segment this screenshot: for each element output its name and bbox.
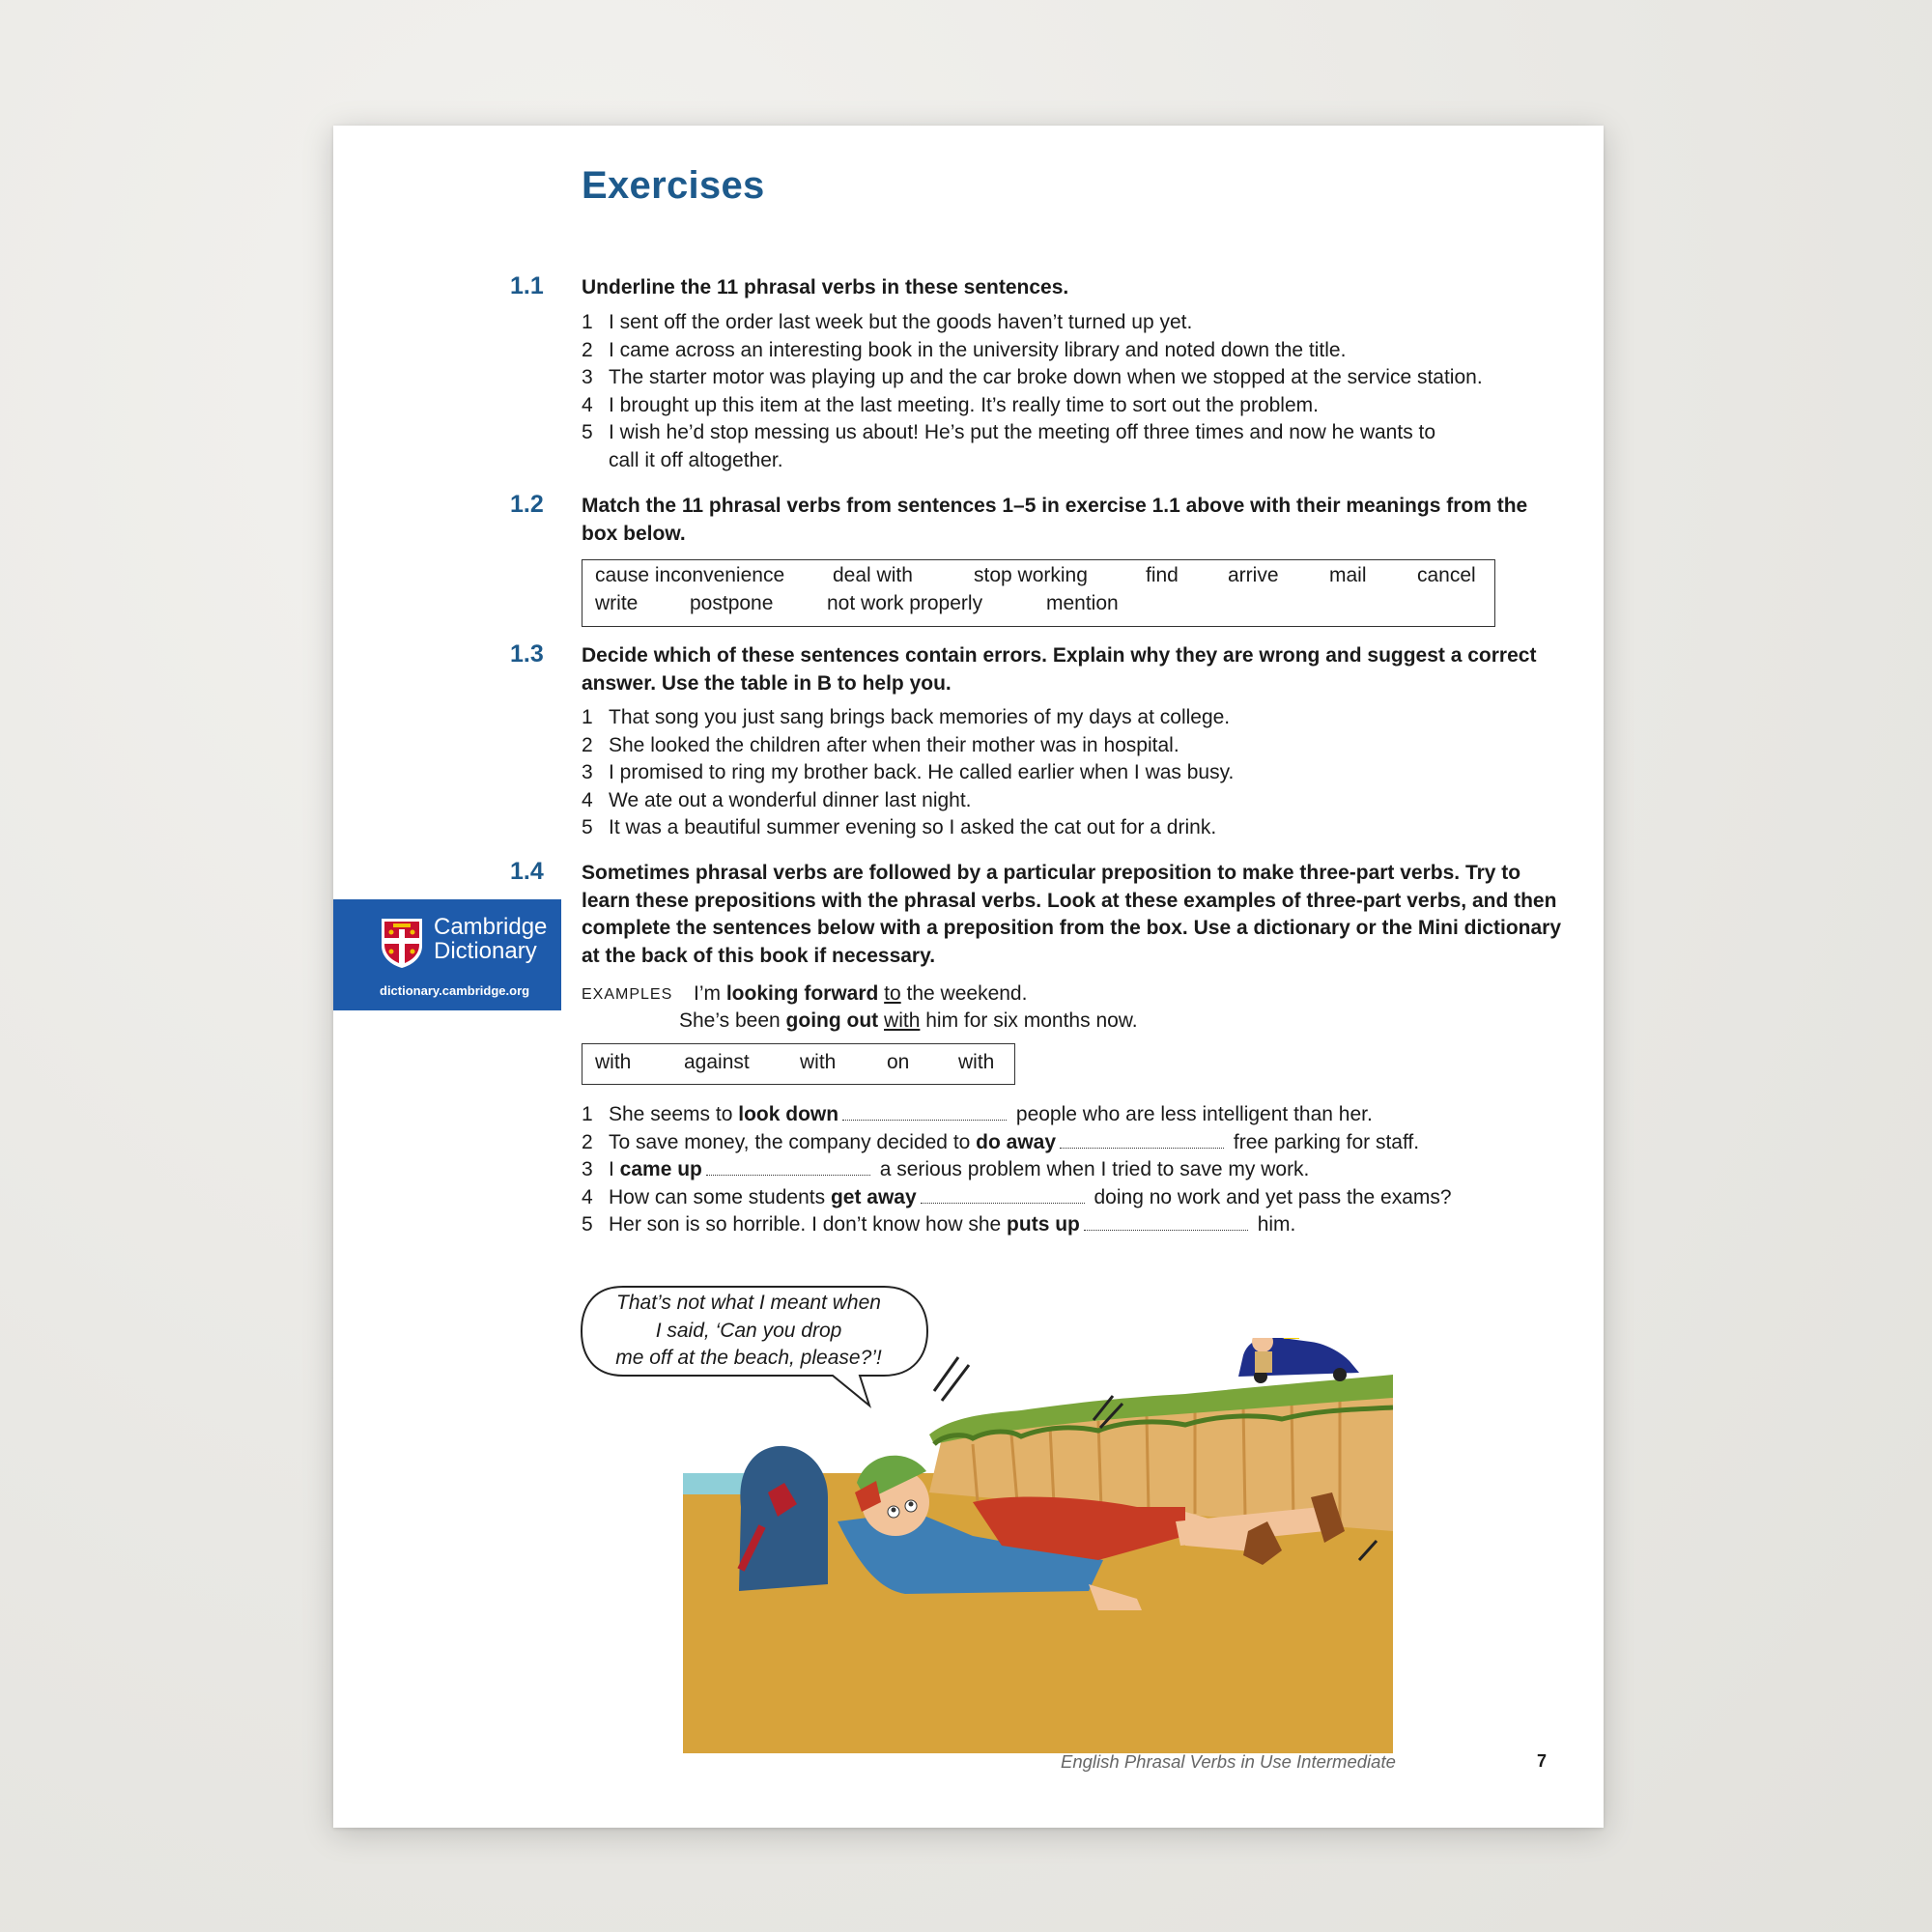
- example-sentence: She’s been going out with him for six months now.: [679, 1009, 1138, 1032]
- box-word: deal with: [833, 564, 913, 586]
- sentence-list: [582, 309, 1557, 474]
- box-word: against: [684, 1051, 750, 1073]
- box-word: on: [887, 1051, 910, 1073]
- cambridge-dictionary-banner[interactable]: [333, 899, 561, 1010]
- list-item: 5 It was a beautiful summer evening so I asked the cat out for a drink.: [582, 816, 1217, 838]
- backpack: [739, 1446, 828, 1591]
- answer-blank[interactable]: [706, 1161, 870, 1176]
- examples-label: EXAMPLES: [582, 986, 673, 1003]
- list-item: 4 I brought up this item at the last meeting. It’s really time to sort out the problem.: [582, 393, 1319, 416]
- preposition-box: [582, 1043, 1015, 1085]
- list-item: 4 We ate out a wonderful dinner last night.: [582, 788, 972, 811]
- box-word: postpone: [690, 592, 774, 614]
- banner-brand: Cambridge Dictionary: [434, 914, 548, 964]
- box-word: not work properly: [827, 592, 983, 614]
- gap-fill-list: [582, 1101, 1557, 1239]
- box-word: with: [958, 1051, 995, 1073]
- list-item: 5 Her son is so horrible. I don’t know how she puts up him.: [582, 1213, 1296, 1236]
- exercise-instruction: Match the 11 phrasal verbs from sentences 1–5 in exercise 1.1 above with their meanings from the box below.: [582, 495, 1528, 545]
- banner-url[interactable]: dictionary.cambridge.org: [380, 983, 530, 998]
- footer-book-title: English Phrasal Verbs in Use Intermediate: [1061, 1751, 1396, 1772]
- exercise-instruction: Underline the 11 phrasal verbs in these sentences.: [582, 276, 1069, 298]
- answer-blank[interactable]: [1084, 1216, 1248, 1231]
- answer-blank[interactable]: [842, 1106, 1007, 1121]
- speech-bubble-text: That’s not what I meant when I said, ‘Can you drop me off at the beach, please?’!: [615, 1292, 882, 1369]
- box-word: stop working: [974, 564, 1088, 586]
- sentence-list: [582, 704, 1548, 842]
- book-page: [333, 126, 1604, 1828]
- exercise-number: 1.3: [510, 640, 544, 668]
- list-item: 2 She looked the children after when their mother was in hospital.: [582, 733, 1179, 756]
- list-item: 3 The starter motor was playing up and the car broke down when we stopped at the service station.: [582, 366, 1483, 388]
- list-item: 3 I promised to ring my brother back. He called earlier when I was busy.: [582, 761, 1235, 783]
- box-word: mail: [1329, 564, 1367, 586]
- box-word: with: [800, 1051, 837, 1073]
- box-word: write: [595, 592, 639, 614]
- examples-block: [582, 980, 1258, 1038]
- exercise-instruction: Decide which of these sentences contain errors. Explain why they are wrong and suggest a correct answer. Use the table in B to help you.: [582, 644, 1537, 695]
- answer-blank[interactable]: [921, 1189, 1085, 1204]
- box-word: find: [1146, 564, 1179, 586]
- exercise-number: 1.2: [510, 491, 544, 518]
- box-word: arrive: [1228, 564, 1279, 586]
- box-word: with: [595, 1051, 632, 1073]
- box-word: cancel: [1417, 564, 1476, 586]
- list-item: 1 She seems to look down people who are less intelligent than her.: [582, 1103, 1373, 1125]
- list-item: 3 I came up a serious problem when I tried to save my work.: [582, 1158, 1310, 1180]
- list-item: 2 I came across an interesting book in the university library and noted down the title.: [582, 338, 1347, 361]
- list-item: 5 I wish he’d stop messing us about! He’s put the meeting off three times and now he wants to call it off altogether.: [582, 421, 1436, 471]
- exercise-instruction: Sometimes phrasal verbs are followed by a particular preposition to make three-part verbs. Try to learn these prepositions with the phrasal verbs. Look at these examples of three-part verbs, and then complete the sentences below with a preposition from the box. Use a dictionary or the Mini dictionary at the back of this book if necessary.: [582, 862, 1562, 967]
- list-item: 2 To save money, the company decided to do away free parking for staff.: [582, 1130, 1420, 1153]
- page-number: 7: [1537, 1751, 1548, 1771]
- box-word: cause inconvenience: [595, 564, 785, 586]
- page-title: Exercises: [582, 164, 765, 207]
- beach-cartoon-illustration: [683, 1338, 1393, 1753]
- list-item: 4 How can some students get away doing no work and yet pass the exams?: [582, 1185, 1452, 1208]
- word-box: [582, 559, 1495, 627]
- list-item: 1 I sent off the order last week but the goods haven’t turned up yet.: [582, 311, 1193, 333]
- exercise-number: 1.4: [510, 858, 544, 885]
- example-sentence: I’m looking forward to the weekend.: [694, 982, 1028, 1005]
- box-word: mention: [1046, 592, 1119, 614]
- cambridge-shield-icon: [380, 917, 424, 969]
- answer-blank[interactable]: [1060, 1134, 1224, 1149]
- exercise-number: 1.1: [510, 272, 544, 299]
- list-item: 1 That song you just sang brings back memories of my days at college.: [582, 706, 1231, 728]
